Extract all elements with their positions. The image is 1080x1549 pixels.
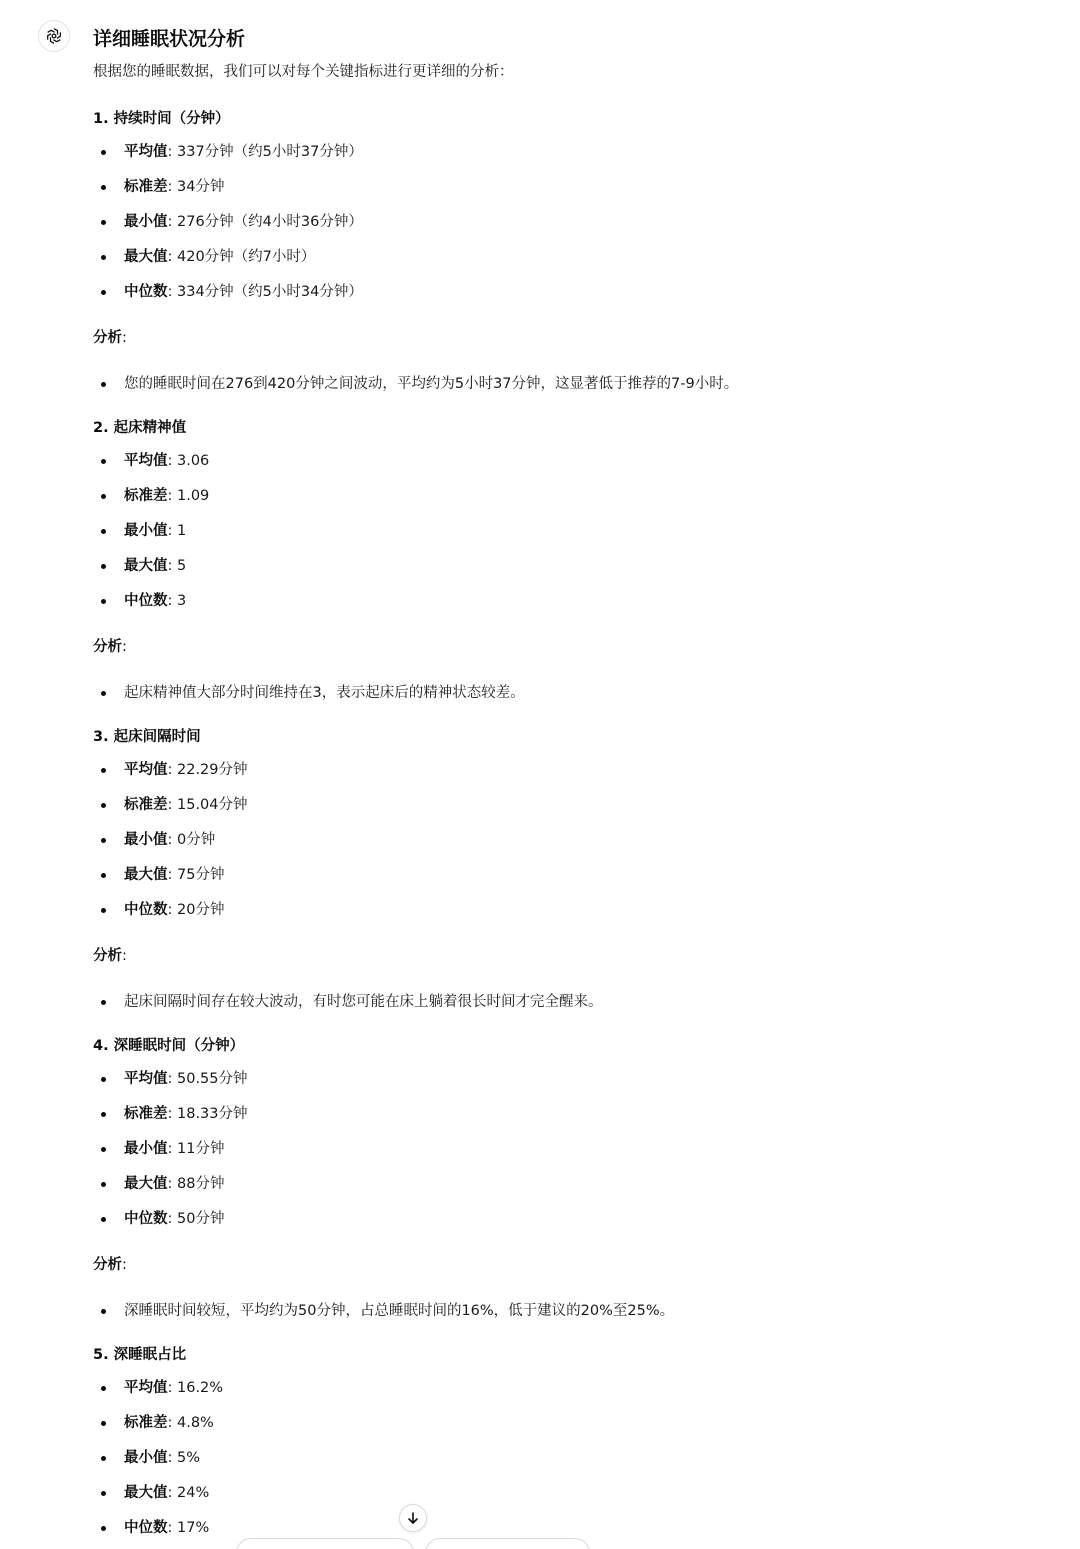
stat-label: 中位数 (124, 902, 168, 918)
stat-value: : 1.09 (167, 488, 210, 504)
analysis-label: 分析 (93, 1257, 122, 1273)
suggestion-chip[interactable] (425, 1538, 590, 1549)
analysis-label: 分析 (93, 330, 122, 346)
stat-value: : 75分钟 (167, 867, 225, 883)
stat-list (93, 141, 363, 316)
stat-value: : 1 (167, 523, 187, 539)
stat-value: : 20分钟 (167, 902, 225, 918)
stat-item (93, 1517, 223, 1549)
stat-label: 最小值 (124, 832, 168, 848)
stat-item (93, 1482, 223, 1517)
stat-label: 标准差 (124, 488, 168, 504)
stat-item (93, 281, 363, 316)
stat-label: 平均值 (124, 144, 168, 160)
stat-item (93, 211, 363, 246)
stat-value: : 3 (167, 593, 187, 609)
stat-item (93, 864, 248, 899)
stat-label: 标准差 (124, 1106, 168, 1122)
stat-label: 平均值 (124, 1071, 168, 1087)
scroll-to-bottom-button[interactable] (399, 1504, 427, 1532)
stat-list (93, 1377, 223, 1549)
analysis-text: 起床精神值大部分时间维持在3，表示起床后的精神状态较差。 (93, 682, 525, 704)
stat-value: : 15.04分钟 (167, 797, 248, 813)
stat-value: : 276分钟（约4小时36分钟） (167, 214, 363, 230)
analysis-text: 起床间隔时间存在较大波动，有时您可能在床上躺着很长时间才完全醒来。 (93, 991, 603, 1013)
stat-value: : 5% (167, 1450, 200, 1466)
stat-value: : 11分钟 (167, 1141, 225, 1157)
stat-list (93, 450, 209, 625)
section-heading: 1. 持续时间（分钟） (93, 111, 230, 127)
stat-item (93, 794, 248, 829)
stat-label: 中位数 (124, 593, 168, 609)
stat-label: 中位数 (124, 1520, 168, 1536)
stat-item (93, 829, 248, 864)
stat-label: 最小值 (124, 1141, 168, 1157)
message-intro: 根据您的睡眠数据，我们可以对每个关键指标进行更详细的分析： (93, 64, 514, 80)
stat-item (93, 141, 363, 176)
analysis-label: 分析 (93, 948, 122, 964)
stat-list (93, 759, 248, 934)
section-heading: 3. 起床间隔时间 (93, 729, 201, 745)
stat-value: : 50分钟 (167, 1211, 225, 1227)
stat-label: 标准差 (124, 797, 168, 813)
stat-value: : 4.8% (167, 1415, 214, 1431)
stat-item (93, 450, 209, 485)
analysis-heading: 分析: (93, 948, 127, 964)
stat-value: : 334分钟（约5小时34分钟） (167, 284, 363, 300)
stat-label: 最小值 (124, 523, 168, 539)
stat-value: : 22.29分钟 (167, 762, 248, 778)
stat-item (93, 759, 248, 794)
suggestion-chip[interactable] (236, 1538, 414, 1549)
stat-item (93, 520, 209, 555)
stat-list (93, 1068, 248, 1243)
stat-item (93, 1103, 248, 1138)
stat-label: 最大值 (124, 1485, 168, 1501)
stat-item (93, 1208, 248, 1243)
stat-label: 平均值 (124, 1380, 168, 1396)
stat-item (93, 555, 209, 590)
stat-item (93, 1173, 248, 1208)
stat-value: : 24% (167, 1485, 210, 1501)
analysis-label: 分析 (93, 639, 122, 655)
openai-logo-icon (44, 26, 64, 46)
stat-item (93, 176, 363, 211)
stat-label: 最大值 (124, 249, 168, 265)
stat-label: 最小值 (124, 214, 168, 230)
stat-label: 最大值 (124, 867, 168, 883)
stat-item (93, 1412, 223, 1447)
stat-value: : 5 (167, 558, 187, 574)
stat-value: : 17% (167, 1520, 210, 1536)
assistant-avatar (38, 20, 70, 52)
assistant-message (93, 24, 1053, 83)
stat-label: 最大值 (124, 558, 168, 574)
stat-value: : 0分钟 (167, 832, 216, 848)
stat-value: : 50.55分钟 (167, 1071, 248, 1087)
arrow-down-icon (406, 1511, 420, 1525)
stat-value: : 420分钟（约7小时） (167, 249, 316, 265)
stat-value: : 18.33分钟 (167, 1106, 248, 1122)
stat-item (93, 1377, 223, 1412)
stat-label: 最大值 (124, 1176, 168, 1192)
stat-label: 平均值 (124, 453, 168, 469)
analysis-heading: 分析: (93, 639, 127, 655)
stat-item (93, 590, 209, 625)
analysis-heading: 分析: (93, 1257, 127, 1273)
analysis-text: 您的睡眠时间在276到420分钟之间波动，平均约为5小时37分钟，这显著低于推荐的7-9小时。 (93, 373, 738, 395)
stat-item (93, 485, 209, 520)
section-heading: 2. 起床精神值 (93, 420, 187, 436)
stat-item (93, 1068, 248, 1103)
stat-value: : 16.2% (167, 1380, 224, 1396)
stat-label: 中位数 (124, 284, 168, 300)
stat-label: 平均值 (124, 762, 168, 778)
analysis-heading: 分析: (93, 330, 127, 346)
stat-item (93, 1447, 223, 1482)
message-title: 详细睡眠状况分析 (93, 28, 246, 50)
stat-label: 最小值 (124, 1450, 168, 1466)
analysis-text: 深睡眠时间较短，平均约为50分钟，占总睡眠时间的16%，低于建议的20%至25%。 (93, 1300, 674, 1322)
stat-label: 标准差 (124, 1415, 168, 1431)
stat-item (93, 899, 248, 934)
stat-value: : 34分钟 (167, 179, 225, 195)
section-heading: 5. 深睡眠占比 (93, 1347, 187, 1363)
stat-item (93, 246, 363, 281)
stat-label: 中位数 (124, 1211, 168, 1227)
stat-label: 标准差 (124, 179, 168, 195)
stat-value: : 3.06 (167, 453, 210, 469)
stat-item (93, 1138, 248, 1173)
stat-value: : 337分钟（约5小时37分钟） (167, 144, 363, 160)
section-heading: 4. 深睡眠时间（分钟） (93, 1038, 245, 1054)
stat-value: : 88分钟 (167, 1176, 225, 1192)
